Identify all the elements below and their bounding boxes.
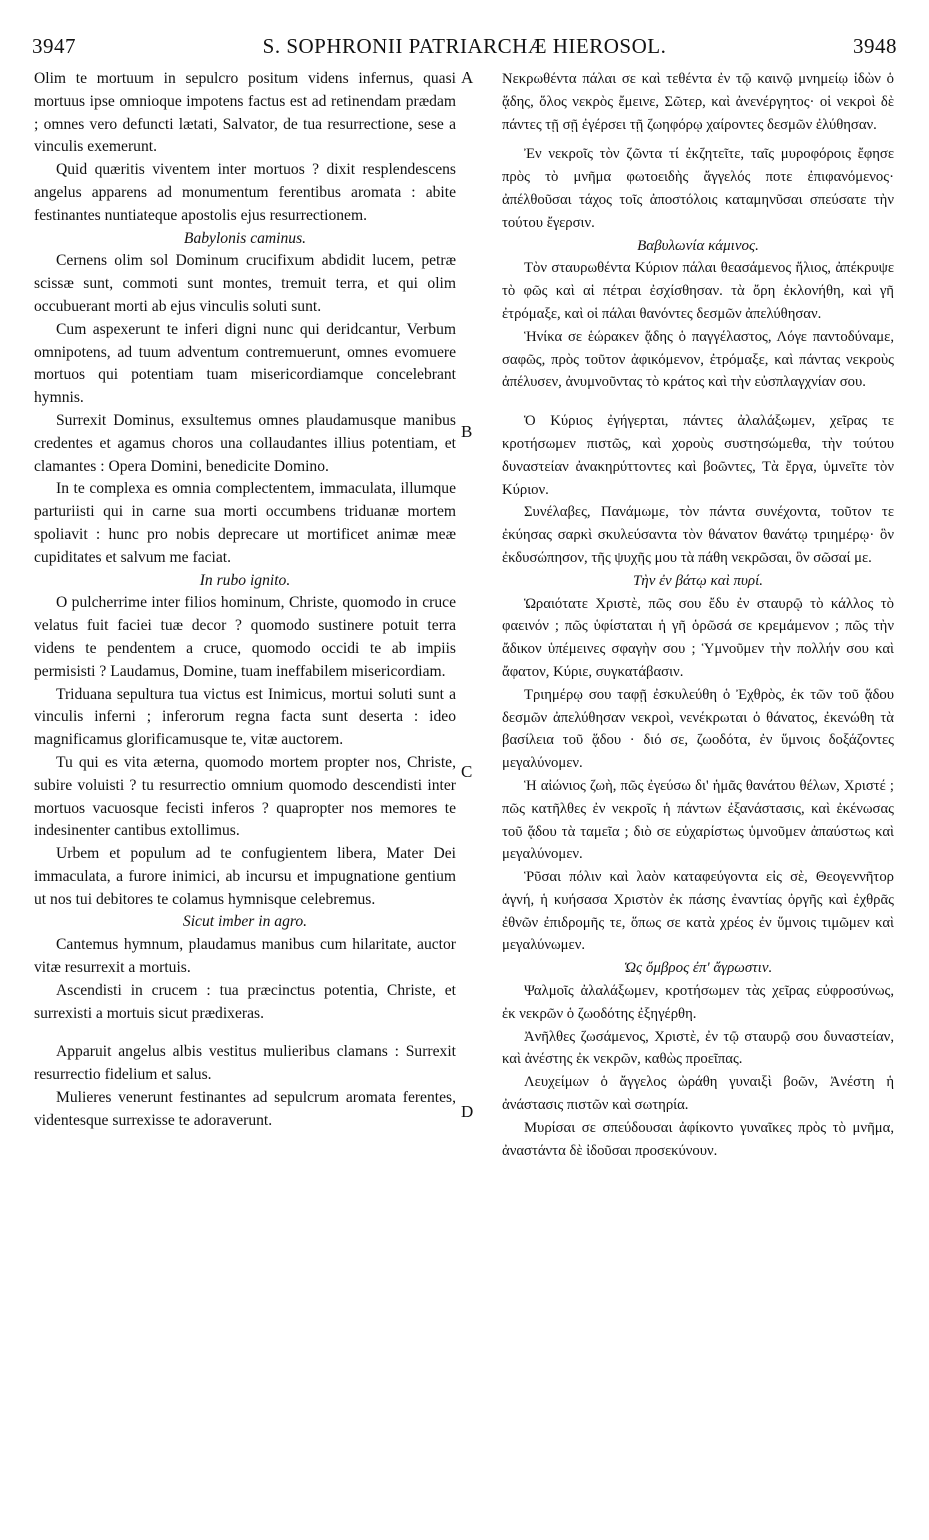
latin-paragraph: O pulcherrime inter filios hominum, Christe, quomodo in cruce velatus fuit faciei tuæ decor ? quomodo sustinere potuit terra videns te pendentem a cruce, quomodo occidi te ab impiis permisisti ? Laudamus, Domine, tuam ineffabilem misericordiam. bbox=[34, 594, 456, 680]
latin-paragraph: Cantemus hymnum, plaudamus manibus cum hilaritate, auctor vitæ resurrexit a mortuis. bbox=[34, 936, 456, 977]
greek-paragraph: Συνέλαβες, Πανάμωμε, τὸν πάντα συνέχοντα, τοῦτον τε ἐκύησας σαρκὶ σκυλεύσαντα τὸν θάνατον θανάτῳ τριημέρῳ· ὃν ἐκδυσώπησον, τῆς ψυχῆς μου τὰ πάθη νεκρῶσαι, ὃν σῶσαί με. bbox=[502, 504, 894, 566]
margin-letter-a: A bbox=[461, 68, 474, 87]
greek-column bbox=[502, 68, 894, 1162]
greek-paragraph: Τριημέρῳ σου ταφῇ ἐσκυλεύθη ὁ Ἐχθρὸς, ἐκ τῶν τοῦ ᾅδου δεσμῶν ἀπελύθησαν νεκροὶ, νενέκρωται ὁ θάνατος, ἐκενώθη τὰ βασίλεια τοῦ ᾅδου · διό σε, ζωοδότα, ἐν ὕμνοις δοξάζοντες μεγαλύνομεν. bbox=[502, 686, 894, 772]
greek-heading: Τὴν ἐν βάτῳ καὶ πυρί. bbox=[632, 572, 764, 589]
page-number-left: 3947 bbox=[32, 34, 76, 58]
greek-paragraph: Ψαλμοῖς ἀλαλάξωμεν, κροτήσωμεν τὰς χεῖρας εὐφροσύνως, ἐκ νεκρῶν ὁ ζωοδότης ἐξηγέρθη. bbox=[502, 983, 894, 1022]
latin-paragraph: Olim te mortuum in sepulcro positum videns infernus, quasi mortuus ipse omnioque impotens factus est ad retinendam prædam ; omnes vero defuncti lætati, Salvator, de tua resurrectione, sese a vinculis exemerunt. bbox=[34, 70, 456, 156]
margin-letter-d: D bbox=[461, 1102, 474, 1121]
latin-paragraph: Ascendisti in crucem : tua præcinctus potentia, Christe, et surrexisti a mortuis sicut prædixeras. bbox=[34, 981, 456, 1022]
greek-paragraph: Ῥῦσαι πόλιν καὶ λαὸν καταφεύγοντα εἰς σὲ, Θεογεννῆτορ ἁγνή, ἡ κυήσασα Χριστὸν ἐκ πάσης ἐναντίας ὀργῆς καὶ ἐχθρᾶς ἐθνῶν ἐπιδρομῆς τε, ὅπως σε κατὰ χρέος ἐν ὕμνοις τιμῶμεν καὶ μεγαλύνωμεν. bbox=[502, 869, 894, 954]
greek-heading: Βαβυλωνία κάμινος. bbox=[637, 237, 759, 254]
page-header bbox=[0, 34, 929, 62]
latin-paragraph: Apparuit angelus albis vestitus mulieribus clamans : Surrexit resurrectio fidelium et salus. bbox=[34, 1043, 456, 1084]
latin-paragraph: Quid quæritis viventem inter mortuos ? dixit resplendescens angelus apparens ad monumentum ferentibus aromata : abite festinantes nuntiateque apostolis ejus resurrectionem. bbox=[34, 161, 456, 224]
latin-heading: Babylonis caminus. bbox=[183, 229, 307, 247]
latin-paragraph: Cum aspexerunt te inferi digni nunc qui deridcantur, Verbum omnipotens, ad tuum adventum contremuerunt, omnes evomuere mortuos qui potentiam tuam misericordiamque concelebrant hymnis. bbox=[34, 320, 456, 407]
greek-paragraph: Μυρίσαι σε σπεύδουσαι ἀφίκοντο γυναῖκες πρὸς τὸ μνῆμα, ἀναστάντα δὲ ἰδοῦσαι προσεκύνουν. bbox=[502, 1119, 894, 1159]
margin-letter-c: C bbox=[461, 762, 473, 781]
greek-paragraph: Ἡ αἰώνιος ζωὴ, πῶς ἐγεύσω δι' ἡμᾶς θανάτου θέλων, Χριστέ ; πῶς κατῆλθες ἐν νεκροῖς ἡ πάντων ἐξανάστασις, καὶ ἐκένωσας τοῦ ᾅδου τὰ ταμεῖα ; διὸ σε εὐχαρίστως ὑμνοῦμεν ἀπαύστως καὶ μεγαλύνομεν. bbox=[502, 777, 894, 863]
latin-paragraph: Cernens olim sol Dominum crucifixum abdidit lucem, petræ scissæ sunt, commoti sunt montes, tremuit terra, et qui olim occubuerant morti ab ejus vinculis soluti sunt. bbox=[34, 252, 456, 315]
latin-heading: In rubo ignito. bbox=[199, 571, 291, 589]
latin-heading: Sicut imber in agro. bbox=[182, 913, 308, 931]
latin-paragraph: Tu qui es vita æterna, quomodo mortem propter nos, Christe, subire voluisti ? tu resurrectio omnium quomodo descendisti inter mortuos vacuosque fecisti inferos ? quapropter nos memores te indesinenter cantibus extollimus. bbox=[34, 753, 456, 840]
greek-heading: Ὡς ὄμβρος ἐπ' ἄγρωστιν. bbox=[623, 960, 773, 977]
latin-paragraph: Surrexit Dominus, exsultemus omnes plaudamusque manibus credentes et agamus choros una collaudantes illius potentiam, et clamantes : Opera Domini, benedicite Domino. bbox=[34, 411, 456, 475]
greek-paragraph: Νεκρωθέντα πάλαι σε καὶ τεθέντα ἐν τῷ καινῷ μνημείῳ ἰδὼν ὁ ᾅδης, ὅλος νεκρὸς ἔμεινε, Σῶτερ, καὶ ἀνενέργητος· οἱ νεκροὶ δὲ πάντες τῇ σῇ ἐγέρσει τῇ ζωηφόρῳ χαίροντες δεσμῶν ἐλύθησαν. bbox=[502, 71, 894, 133]
latin-paragraph: Triduana sepultura tua victus est Inimicus, mortui soluti sunt a vinculis inferni ; inferorum regna facta sunt deserta : ideo magnificamus glorificamusque te, vitæ auctorem. bbox=[34, 685, 456, 749]
margin-letter-b: B bbox=[461, 422, 473, 441]
latin-paragraph: In te complexa es omnia complectentem, immaculata, illumque parturiisti qui in carne sua morti occumbens triduanæ mortem spoliavit : hunc pro nobis deprecare ut mortificet animæ meæ cupiditates et salvum me faciat. bbox=[34, 480, 456, 566]
latin-paragraph: Urbem et populum ad te confugientem libera, Mater Dei immaculata, a furore inimici, ab incursu et impugnatione gentium ut nos tui debitores te colamus hymnisque celebremus. bbox=[34, 845, 456, 908]
page-number-right: 3948 bbox=[853, 34, 897, 58]
greek-paragraph: Ἡνίκα σε ἑώρακεν ᾅδης ὁ παγγέλαστος, Λόγε παντοδύναμε, σαφῶς, πρὸς τοῦτον ἀφικόμενον, ἐτρόμαξε, καὶ πάντας νεκροὺς ἀπέλυσεν, ἀνυμνοῦντας τὸ κράτος καὶ τὴν εὐσπλαγχνίαν σου. bbox=[502, 328, 894, 391]
greek-paragraph: Τὸν σταυρωθέντα Κύριον πάλαι θεασάμενος ἥλιος, ἀπέκρυψε τὸ φῶς καὶ αἱ πέτραι ἐσχίσθησαν. τὰ ὄρη ἐκλονήθη, καὶ γῆ ἐτρόμαξε, καὶ οἱ πάλαι θανόντες δεσμῶν ἀπελύθησαν. bbox=[502, 260, 894, 322]
running-title: S. SOPHRONII PATRIARCHÆ HIEROSOL. bbox=[262, 34, 667, 58]
greek-paragraph: Ὁ Κύριος ἐγήγερται, πάντες ἀλαλάξωμεν, χεῖρας τε κροτήσωμεν πιστῶς, καὶ χοροὺς συστησώμεθα, τὴν τούτου δυναστείαν ἀνακηρύττοντες καὶ βοῶντες, Τὰ ἔργα, ὑμνεῖτε τὸν Κύριον. bbox=[502, 413, 894, 498]
greek-paragraph: Ὡραιότατε Χριστὲ, πῶς σου ἔδυ ἐν σταυρῷ τὸ κάλλος τὸ φαεινόν ; πῶς ὑφίσταται ἡ γῆ ὁρῶσά σε κρεμάμενον ; πῶς τὴν ἄδικον ὑπέμεινες σφαγὴν σου ; Ὑμνοῦμεν τὴν πολλήν σου καὶ ἄφατον, Κύριε, συγκατάβασιν. bbox=[502, 595, 894, 680]
latin-column bbox=[34, 68, 456, 1133]
latin-paragraph: Mulieres venerunt festinantes ad sepulcrum aromata ferentes, videntesque surrexisse te adoraverunt. bbox=[34, 1089, 456, 1129]
greek-paragraph: Ἀνῆλθες ζωσάμενος, Χριστὲ, ἐν τῷ σταυρῷ σου δυναστείαν, καὶ ἀνέστης ἐκ νεκρῶν, καθὼς προεῖπας. bbox=[502, 1028, 894, 1068]
greek-paragraph: Λευχείμων ὁ ἄγγελος ὠράθη γυναιξὶ βοῶν, Ἀνέστη ἡ ἀνάστασις πιστῶν καὶ σωτηρία. bbox=[502, 1074, 894, 1114]
greek-paragraph: Ἐν νεκροῖς τὸν ζῶντα τί ἐκζητεῖτε, ταῖς μυροφόροις ἔφησε πρὸς τὸ μνῆμα φωτοειδὴς ἄγγελός ποτε ἐπιφανόμενος· ἀπέλθοῦσαι τάχος τοῖς ἀποστόλοις καταμηνῦσαι σπεύσατε τὴν τούτου ἔγερσιν. bbox=[502, 146, 894, 231]
